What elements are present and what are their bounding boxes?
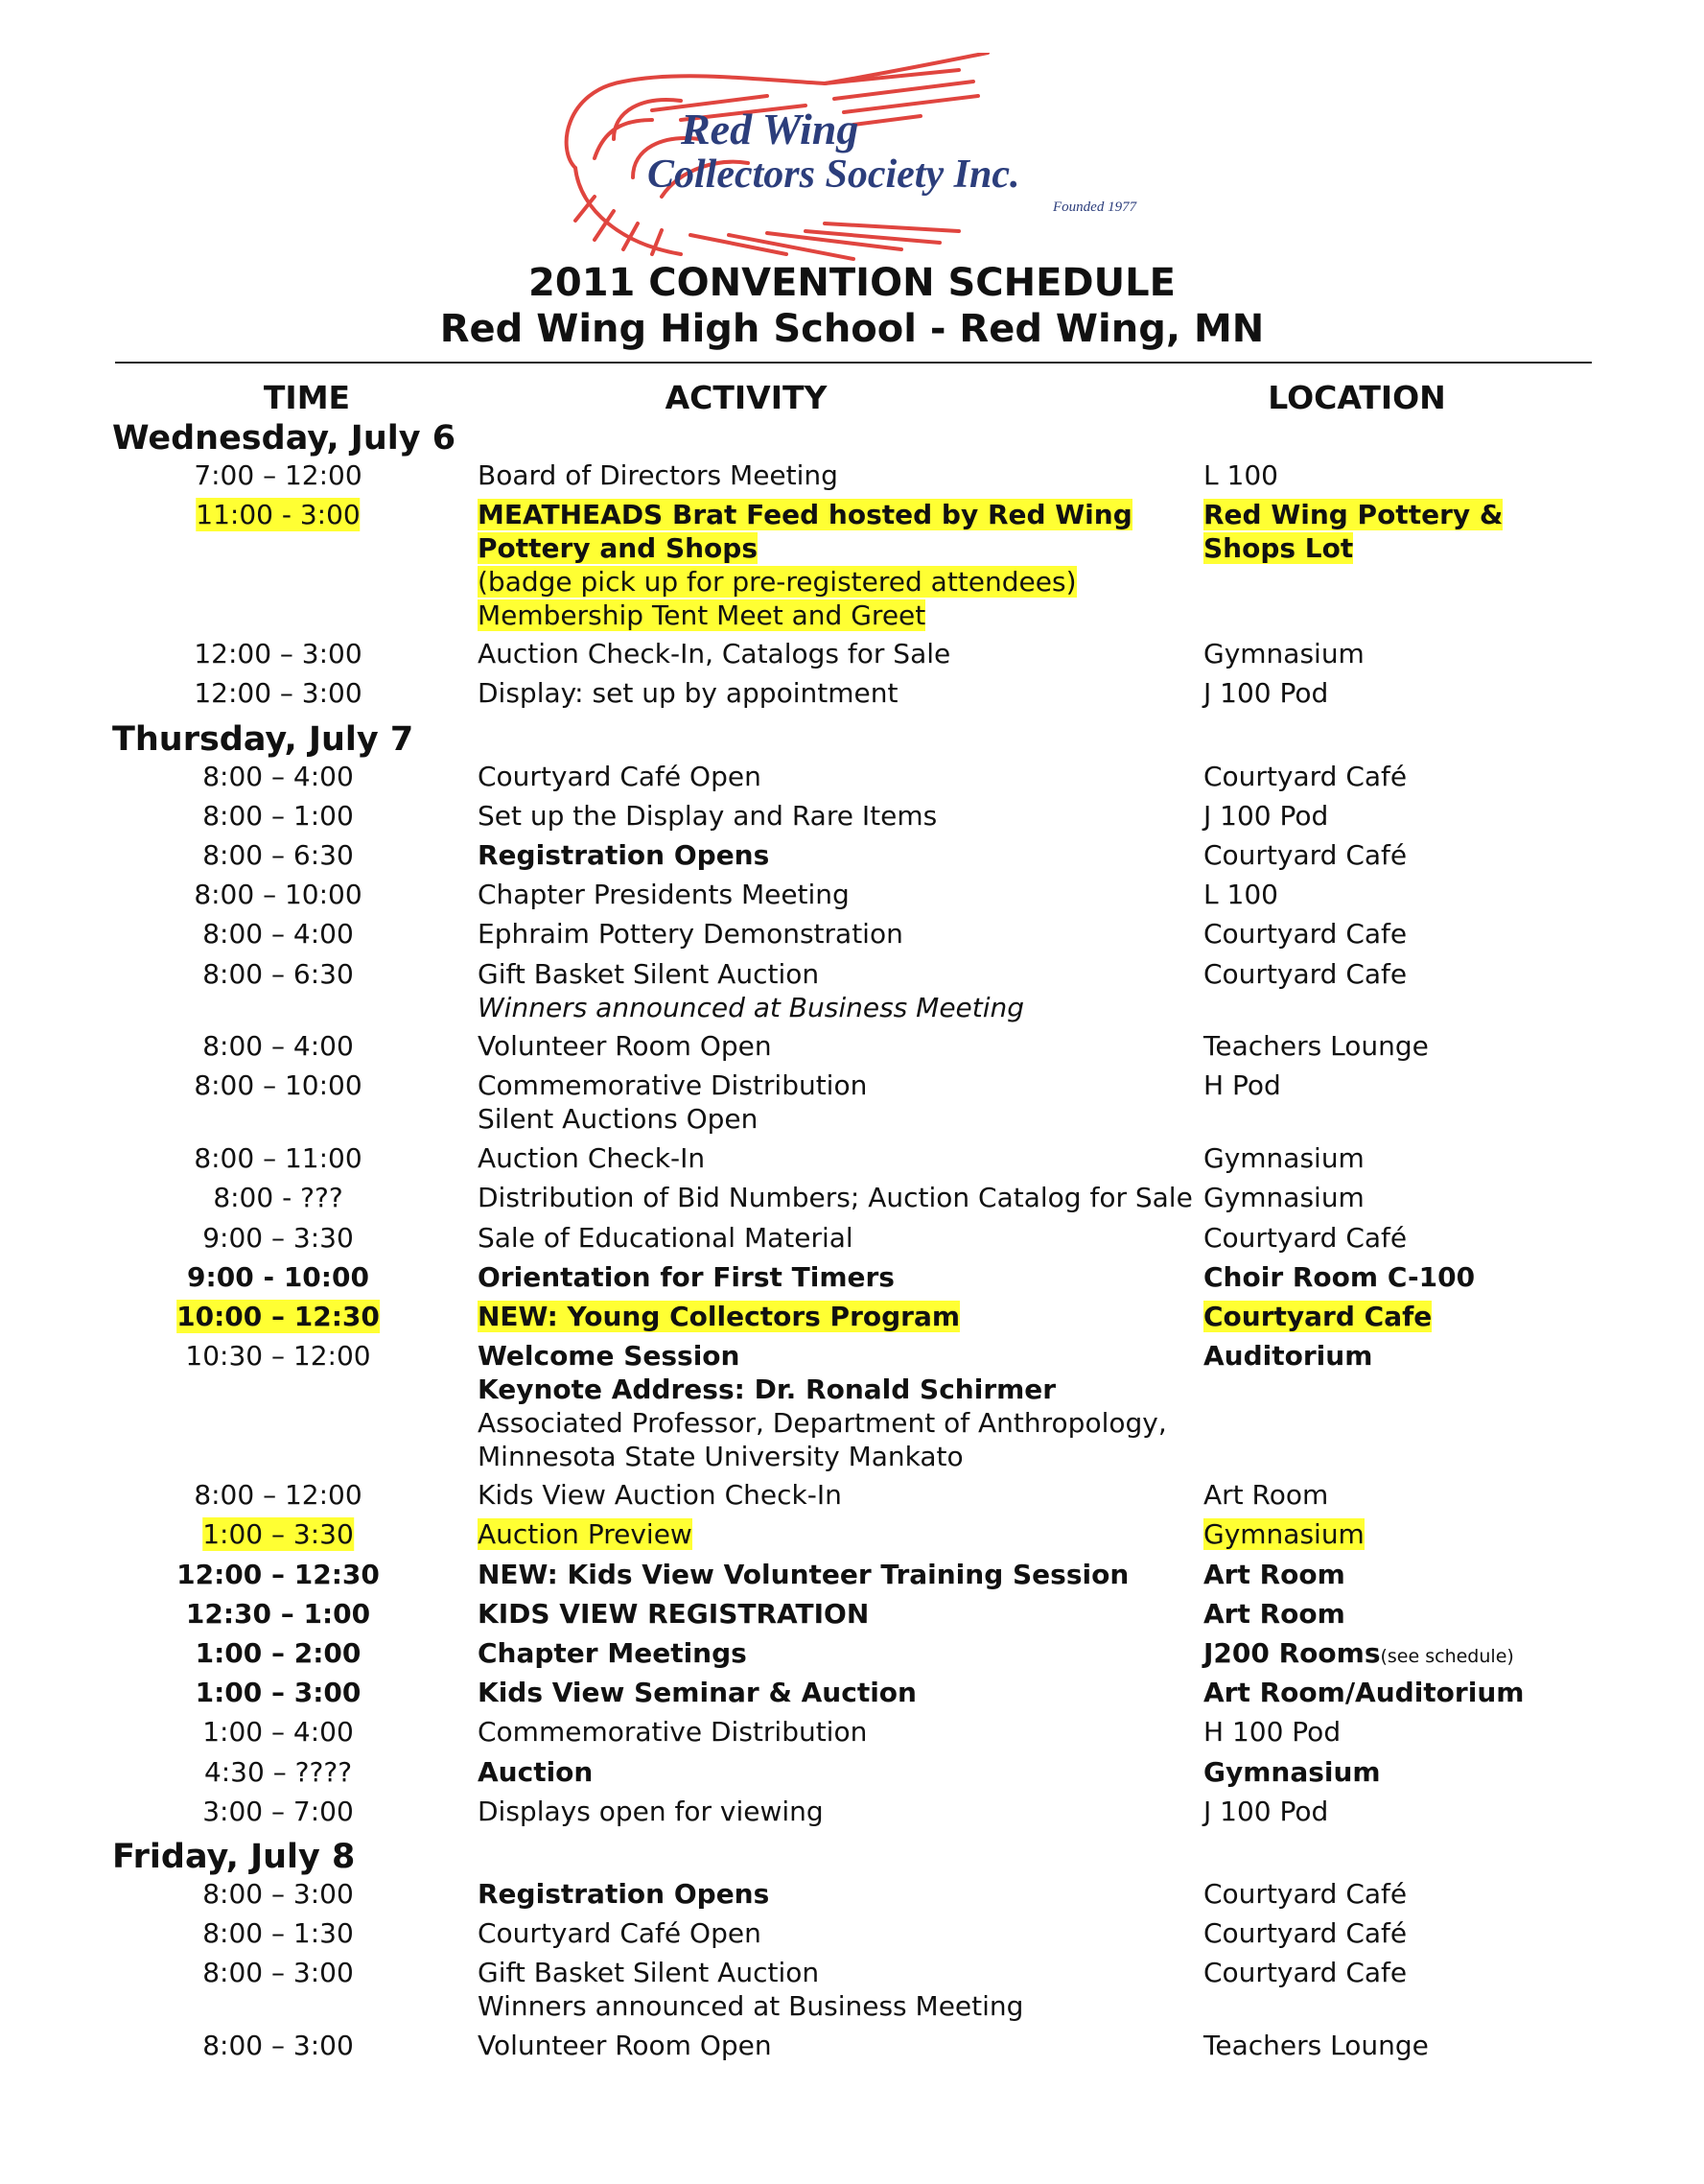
location-line bbox=[1203, 1795, 1328, 1828]
location-cell bbox=[1203, 760, 1407, 793]
activity-cell bbox=[478, 1956, 1023, 2023]
time-value: 12:00 – 12:30 bbox=[176, 1558, 380, 1590]
time-value: 3:00 – 7:00 bbox=[202, 1795, 354, 1827]
activity-line bbox=[478, 1339, 1167, 1373]
location-text: Red Wing Pottery & bbox=[1203, 499, 1504, 531]
location-line bbox=[1203, 1478, 1328, 1512]
location-line bbox=[1203, 1956, 1407, 1989]
location-text: Gymnasium bbox=[1203, 1755, 1381, 1788]
time-value: 9:00 – 3:30 bbox=[202, 1221, 354, 1254]
activity-cell bbox=[478, 458, 838, 492]
schedule-row bbox=[0, 1956, 1704, 2029]
time-value: 8:00 – 3:00 bbox=[202, 2030, 354, 2062]
location-line bbox=[1203, 1300, 1432, 1333]
day-label: Friday, July 8 bbox=[112, 1837, 356, 1876]
location-line bbox=[1203, 878, 1278, 911]
schedule-row bbox=[0, 1181, 1704, 1220]
location-line bbox=[1203, 531, 1503, 565]
location-text: Art Room bbox=[1203, 1558, 1345, 1590]
activity-cell bbox=[478, 1478, 842, 1512]
activity-text: Kids View Auction Check-In bbox=[478, 1479, 842, 1512]
activity-text: Gift Basket Silent Auction bbox=[478, 1957, 820, 1989]
activity-text: Membership Tent Meet and Greet bbox=[478, 599, 926, 632]
location-line bbox=[1203, 917, 1407, 951]
location-cell bbox=[1203, 1715, 1341, 1749]
location-cell bbox=[1203, 1956, 1407, 1989]
location-text: Art Room bbox=[1203, 1597, 1345, 1630]
location-cell bbox=[1203, 1877, 1407, 1911]
location-line bbox=[1203, 1181, 1365, 1214]
time-value: 8:00 – 10:00 bbox=[194, 1069, 362, 1102]
location-cell bbox=[1203, 917, 1407, 951]
activity-line bbox=[478, 637, 950, 670]
activity-line bbox=[478, 1956, 1023, 1989]
activity-cell bbox=[478, 1339, 1167, 1473]
activity-line bbox=[478, 799, 937, 833]
schedule-row bbox=[0, 1597, 1704, 1636]
day-label: Wednesday, July 6 bbox=[112, 419, 456, 458]
location-cell bbox=[1203, 1300, 1432, 1333]
time-value: 8:00 – 12:00 bbox=[194, 1479, 362, 1512]
location-cell bbox=[1203, 1339, 1372, 1373]
activity-text: Keynote Address: Dr. Ronald Schirmer bbox=[478, 1374, 1057, 1406]
activity-line bbox=[478, 458, 838, 492]
location-line bbox=[1203, 1339, 1372, 1373]
schedule-row bbox=[0, 1029, 1704, 1069]
location-line bbox=[1203, 957, 1407, 991]
activity-line bbox=[478, 1517, 692, 1551]
activity-cell bbox=[478, 1300, 960, 1333]
activity-cell bbox=[478, 498, 1132, 632]
activity-text: Kids View Seminar & Auction bbox=[478, 1677, 917, 1709]
location-text: J 100 Pod bbox=[1203, 677, 1329, 710]
activity-line bbox=[478, 1989, 1023, 2023]
logo-founded: Founded 1977 bbox=[1053, 200, 1137, 215]
logo-line2: Collectors Society Inc. bbox=[647, 153, 1020, 197]
activity-line bbox=[478, 1406, 1167, 1440]
location-line bbox=[1203, 1558, 1345, 1591]
location-text: Courtyard Café bbox=[1203, 838, 1408, 871]
activity-text: KIDS VIEW REGISTRATION bbox=[478, 1597, 870, 1630]
activity-text: Silent Auctions Open bbox=[478, 1103, 759, 1136]
activity-line bbox=[478, 991, 1024, 1024]
activity-text: Displays open for viewing bbox=[478, 1795, 824, 1827]
activity-text: Distribution of Bid Numbers; Auction Catalog for Sale bbox=[478, 1182, 1193, 1214]
activity-cell bbox=[478, 1715, 867, 1749]
activity-text: Volunteer Room Open bbox=[478, 1030, 772, 1063]
time-value: 8:00 – 4:00 bbox=[202, 1030, 354, 1063]
schedule-subtitle: Red Wing High School - Red Wing, MN bbox=[439, 307, 1265, 351]
schedule-title: 2011 CONVENTION SCHEDULE bbox=[528, 261, 1176, 305]
activity-cell bbox=[478, 1636, 747, 1670]
schedule-row bbox=[0, 1339, 1704, 1478]
location-text: Courtyard Cafe bbox=[1203, 1957, 1408, 1989]
activity-text: Courtyard Café Open bbox=[478, 1917, 761, 1950]
activity-cell bbox=[478, 1517, 692, 1551]
activity-text: Board of Directors Meeting bbox=[478, 459, 838, 491]
location-line bbox=[1203, 637, 1365, 670]
day-heading bbox=[0, 716, 1704, 760]
day-heading bbox=[0, 415, 1704, 458]
schedule-row bbox=[0, 1141, 1704, 1181]
location-cell bbox=[1203, 1478, 1328, 1512]
activity-text: Commemorative Distribution bbox=[478, 1716, 868, 1749]
red-wing-logo bbox=[537, 53, 1189, 269]
activity-text: Sale of Educational Material bbox=[478, 1221, 853, 1254]
activity-line bbox=[478, 2029, 772, 2062]
column-header-time: TIME bbox=[263, 379, 351, 416]
activity-cell bbox=[478, 1795, 824, 1828]
activity-line bbox=[478, 1260, 895, 1294]
location-line bbox=[1203, 1597, 1345, 1631]
activity-cell bbox=[478, 1069, 867, 1136]
activity-line bbox=[478, 1478, 842, 1512]
activity-line bbox=[478, 1141, 705, 1175]
location-cell bbox=[1203, 957, 1407, 991]
activity-cell bbox=[478, 1029, 772, 1063]
time-value: 8:00 – 3:00 bbox=[202, 1877, 354, 1910]
time-value: 8:00 – 4:00 bbox=[202, 760, 354, 792]
activity-line bbox=[478, 1715, 867, 1749]
activity-cell bbox=[478, 917, 903, 951]
location-text: Art Room/Auditorium bbox=[1203, 1677, 1525, 1709]
location-cell bbox=[1203, 1260, 1475, 1294]
activity-line bbox=[478, 1221, 853, 1255]
activity-text: Auction Check-In bbox=[478, 1142, 706, 1175]
activity-line bbox=[478, 599, 1132, 632]
activity-cell bbox=[478, 2029, 772, 2062]
time-value: 8:00 – 11:00 bbox=[194, 1142, 362, 1175]
activity-cell bbox=[478, 1877, 769, 1911]
location-line bbox=[1203, 1141, 1365, 1175]
location-line bbox=[1203, 458, 1278, 492]
time-value: 10:00 – 12:30 bbox=[176, 1301, 380, 1333]
schedule-row bbox=[0, 676, 1704, 716]
activity-line bbox=[478, 1795, 824, 1828]
location-line bbox=[1203, 1029, 1429, 1063]
activity-cell bbox=[478, 957, 1024, 1024]
location-cell bbox=[1203, 458, 1278, 492]
activity-text: (badge pick up for pre-registered attendees) bbox=[478, 566, 1077, 599]
location-cell bbox=[1203, 1558, 1345, 1591]
activity-text: Registration Opens bbox=[478, 838, 770, 871]
time-value: 8:00 – 10:00 bbox=[194, 879, 362, 911]
time-value: 12:00 – 3:00 bbox=[194, 677, 362, 710]
time-value: 4:30 – ???? bbox=[203, 1755, 353, 1788]
activity-text: Gift Basket Silent Auction bbox=[478, 957, 820, 990]
location-cell bbox=[1203, 1517, 1365, 1551]
location-text: Gymnasium bbox=[1203, 1182, 1365, 1214]
location-line bbox=[1203, 1877, 1407, 1911]
location-text: Choir Room C-100 bbox=[1203, 1260, 1476, 1293]
activity-line bbox=[478, 1597, 869, 1631]
location-cell bbox=[1203, 637, 1365, 670]
activity-line bbox=[478, 1029, 772, 1063]
day-label: Thursday, July 7 bbox=[112, 719, 414, 759]
time-value: 1:00 – 3:00 bbox=[195, 1677, 362, 1709]
activity-cell bbox=[478, 799, 937, 833]
time-value: 8:00 - ??? bbox=[213, 1182, 343, 1214]
activity-text: Commemorative Distribution bbox=[478, 1069, 868, 1102]
schedule-row bbox=[0, 1260, 1704, 1300]
location-line bbox=[1203, 1221, 1407, 1255]
activity-cell bbox=[478, 676, 898, 710]
activity-text: Display: set up by appointment bbox=[478, 677, 899, 710]
schedule-row bbox=[0, 1916, 1704, 1956]
location-cell bbox=[1203, 838, 1407, 872]
location-text: Courtyard Cafe bbox=[1203, 918, 1408, 951]
activity-line bbox=[478, 917, 903, 951]
time-value: 8:00 – 1:30 bbox=[202, 1917, 354, 1950]
schedule-row bbox=[0, 917, 1704, 956]
location-text: Courtyard Café bbox=[1203, 1877, 1408, 1910]
activity-cell bbox=[478, 1676, 917, 1709]
location-text: L 100 bbox=[1203, 879, 1278, 911]
location-text: Gymnasium bbox=[1203, 1518, 1365, 1551]
location-text: Courtyard Cafe bbox=[1203, 1301, 1433, 1333]
activity-line bbox=[478, 1300, 960, 1333]
location-cell bbox=[1203, 1636, 1514, 1674]
activity-text: MEATHEADS Brat Feed hosted by Red Wing bbox=[478, 499, 1132, 531]
location-text: Courtyard Café bbox=[1203, 760, 1408, 792]
schedule-row bbox=[0, 1676, 1704, 1715]
activity-text: Welcome Session bbox=[478, 1340, 740, 1373]
schedule-row bbox=[0, 2029, 1704, 2068]
activity-cell bbox=[478, 1916, 761, 1950]
activity-line bbox=[478, 1181, 1193, 1214]
activity-line bbox=[478, 760, 761, 793]
activity-text: Orientation for First Timers bbox=[478, 1260, 895, 1293]
time-value: 9:00 - 10:00 bbox=[187, 1260, 369, 1293]
time-value: 8:00 – 6:30 bbox=[202, 838, 354, 871]
activity-cell bbox=[478, 1755, 593, 1789]
activity-cell bbox=[478, 1181, 1193, 1214]
location-line bbox=[1203, 498, 1503, 531]
activity-line bbox=[478, 1877, 769, 1911]
schedule-row bbox=[0, 1877, 1704, 1916]
activity-text: Winners announced at Business Meeting bbox=[478, 991, 1025, 1023]
time-value: 8:00 – 6:30 bbox=[202, 957, 354, 990]
activity-cell bbox=[478, 838, 769, 872]
time-value: 8:00 – 1:00 bbox=[202, 799, 354, 832]
activity-cell bbox=[478, 1141, 705, 1175]
activity-text: Pottery and Shops bbox=[478, 532, 758, 565]
location-text: Courtyard Cafe bbox=[1203, 957, 1408, 990]
logo-line1: Red Wing bbox=[681, 105, 859, 153]
activity-text: Courtyard Café Open bbox=[478, 760, 761, 792]
location-cell bbox=[1203, 799, 1328, 833]
activity-text: Auction bbox=[478, 1755, 594, 1788]
location-cell bbox=[1203, 878, 1278, 911]
schedule-row bbox=[0, 957, 1704, 1030]
location-cell bbox=[1203, 1755, 1381, 1789]
location-line bbox=[1203, 1069, 1281, 1102]
schedule-row bbox=[0, 760, 1704, 799]
activity-text: Minnesota State University Mankato bbox=[478, 1441, 964, 1473]
schedule-row bbox=[0, 458, 1704, 498]
time-value: 8:00 – 4:00 bbox=[202, 918, 354, 951]
location-line bbox=[1203, 760, 1407, 793]
activity-line bbox=[478, 1373, 1167, 1406]
activity-line bbox=[478, 1636, 747, 1670]
activity-line bbox=[478, 565, 1132, 599]
schedule-table bbox=[0, 415, 1704, 2068]
activity-cell bbox=[478, 760, 761, 793]
column-header-location: LOCATION bbox=[1268, 379, 1446, 416]
location-text: J200 Rooms bbox=[1203, 1636, 1381, 1669]
location-text: Courtyard Café bbox=[1203, 1917, 1408, 1950]
activity-line bbox=[478, 1558, 1129, 1591]
activity-line bbox=[478, 498, 1132, 531]
location-cell bbox=[1203, 2029, 1429, 2062]
location-text: H Pod bbox=[1203, 1069, 1281, 1102]
activity-text: Auction Check-In, Catalogs for Sale bbox=[478, 638, 951, 670]
location-line bbox=[1203, 1916, 1407, 1950]
title-divider bbox=[115, 362, 1592, 364]
activity-text: Volunteer Room Open bbox=[478, 2030, 772, 2062]
activity-line bbox=[478, 1916, 761, 1950]
activity-line bbox=[478, 1102, 867, 1136]
schedule-row bbox=[0, 1755, 1704, 1795]
location-text: J 100 Pod bbox=[1203, 1795, 1329, 1827]
location-cell bbox=[1203, 498, 1503, 565]
time-value: 1:00 – 3:30 bbox=[202, 1518, 354, 1551]
activity-cell bbox=[478, 1597, 869, 1631]
location-text: Teachers Lounge bbox=[1203, 1030, 1429, 1063]
location-line bbox=[1203, 1755, 1381, 1789]
time-value: 12:30 – 1:00 bbox=[185, 1597, 371, 1630]
location-text: Gymnasium bbox=[1203, 1142, 1365, 1175]
location-line bbox=[1203, 1517, 1365, 1551]
location-text: Shops Lot bbox=[1203, 532, 1354, 565]
location-cell bbox=[1203, 676, 1328, 710]
schedule-row bbox=[0, 1300, 1704, 1339]
activity-cell bbox=[478, 878, 850, 911]
location-cell bbox=[1203, 1069, 1281, 1102]
schedule-row bbox=[0, 838, 1704, 878]
time-value: 7:00 – 12:00 bbox=[194, 459, 362, 491]
location-line bbox=[1203, 799, 1328, 833]
activity-text: Set up the Display and Rare Items bbox=[478, 799, 938, 832]
column-header-activity: ACTIVITY bbox=[665, 379, 828, 416]
schedule-row bbox=[0, 1558, 1704, 1597]
location-line bbox=[1203, 838, 1407, 872]
location-cell bbox=[1203, 1795, 1328, 1828]
time-value: 8:00 – 3:00 bbox=[202, 1957, 354, 1989]
location-line bbox=[1203, 1260, 1475, 1294]
location-text: J 100 Pod bbox=[1203, 799, 1329, 832]
activity-line bbox=[478, 531, 1132, 565]
location-cell bbox=[1203, 1221, 1407, 1255]
location-text: Art Room bbox=[1203, 1479, 1329, 1512]
location-cell bbox=[1203, 1029, 1429, 1063]
activity-text: Chapter Meetings bbox=[478, 1636, 747, 1669]
schedule-row bbox=[0, 1715, 1704, 1754]
schedule-row bbox=[0, 1795, 1704, 1834]
location-cell bbox=[1203, 1916, 1407, 1950]
activity-text: Winners announced at Business Meeting bbox=[478, 1990, 1024, 2023]
schedule-row bbox=[0, 799, 1704, 838]
location-text: H 100 Pod bbox=[1203, 1716, 1342, 1749]
activity-line bbox=[478, 1755, 593, 1789]
activity-line bbox=[478, 1069, 867, 1102]
time-value: 11:00 - 3:00 bbox=[196, 499, 361, 531]
location-line bbox=[1203, 1676, 1524, 1709]
location-line bbox=[1203, 2029, 1429, 2062]
schedule-row bbox=[0, 637, 1704, 676]
time-value: 1:00 – 4:00 bbox=[202, 1716, 354, 1749]
activity-cell bbox=[478, 1260, 895, 1294]
activity-line bbox=[478, 676, 898, 710]
schedule-row bbox=[0, 878, 1704, 917]
activity-text: Ephraim Pottery Demonstration bbox=[478, 918, 903, 951]
day-heading bbox=[0, 1834, 1704, 1877]
schedule-row bbox=[0, 1636, 1704, 1676]
schedule-row bbox=[0, 1517, 1704, 1557]
location-line bbox=[1203, 1636, 1514, 1674]
location-text: Teachers Lounge bbox=[1203, 2030, 1429, 2062]
location-text: Gymnasium bbox=[1203, 638, 1365, 670]
activity-text: Auction Preview bbox=[478, 1518, 692, 1551]
location-cell bbox=[1203, 1676, 1524, 1709]
activity-text: NEW: Kids View Volunteer Training Session bbox=[478, 1558, 1130, 1590]
activity-line bbox=[478, 878, 850, 911]
activity-line bbox=[478, 838, 769, 872]
location-line bbox=[1203, 676, 1328, 710]
activity-line bbox=[478, 1440, 1167, 1473]
location-note: (see schedule) bbox=[1380, 1645, 1514, 1667]
location-line bbox=[1203, 1715, 1341, 1749]
activity-text: Associated Professor, Department of Anthropology, bbox=[478, 1407, 1167, 1440]
schedule-row bbox=[0, 1221, 1704, 1260]
activity-text: NEW: Young Collectors Program bbox=[478, 1301, 961, 1333]
location-cell bbox=[1203, 1181, 1365, 1214]
activity-cell bbox=[478, 637, 950, 670]
location-cell bbox=[1203, 1141, 1365, 1175]
location-text: Courtyard Café bbox=[1203, 1221, 1408, 1254]
location-text: Auditorium bbox=[1203, 1340, 1373, 1373]
time-value: 1:00 – 2:00 bbox=[195, 1636, 362, 1669]
schedule-row bbox=[0, 1069, 1704, 1141]
time-value: 12:00 – 3:00 bbox=[194, 638, 362, 670]
activity-cell bbox=[478, 1558, 1129, 1591]
activity-text: Chapter Presidents Meeting bbox=[478, 879, 850, 911]
schedule-row bbox=[0, 498, 1704, 637]
location-cell bbox=[1203, 1597, 1345, 1631]
activity-text: Registration Opens bbox=[478, 1877, 770, 1910]
location-text: L 100 bbox=[1203, 459, 1278, 491]
activity-line bbox=[478, 957, 1024, 991]
activity-cell bbox=[478, 1221, 853, 1255]
activity-line bbox=[478, 1676, 917, 1709]
time-value: 10:30 – 12:00 bbox=[185, 1340, 371, 1373]
schedule-row bbox=[0, 1478, 1704, 1517]
